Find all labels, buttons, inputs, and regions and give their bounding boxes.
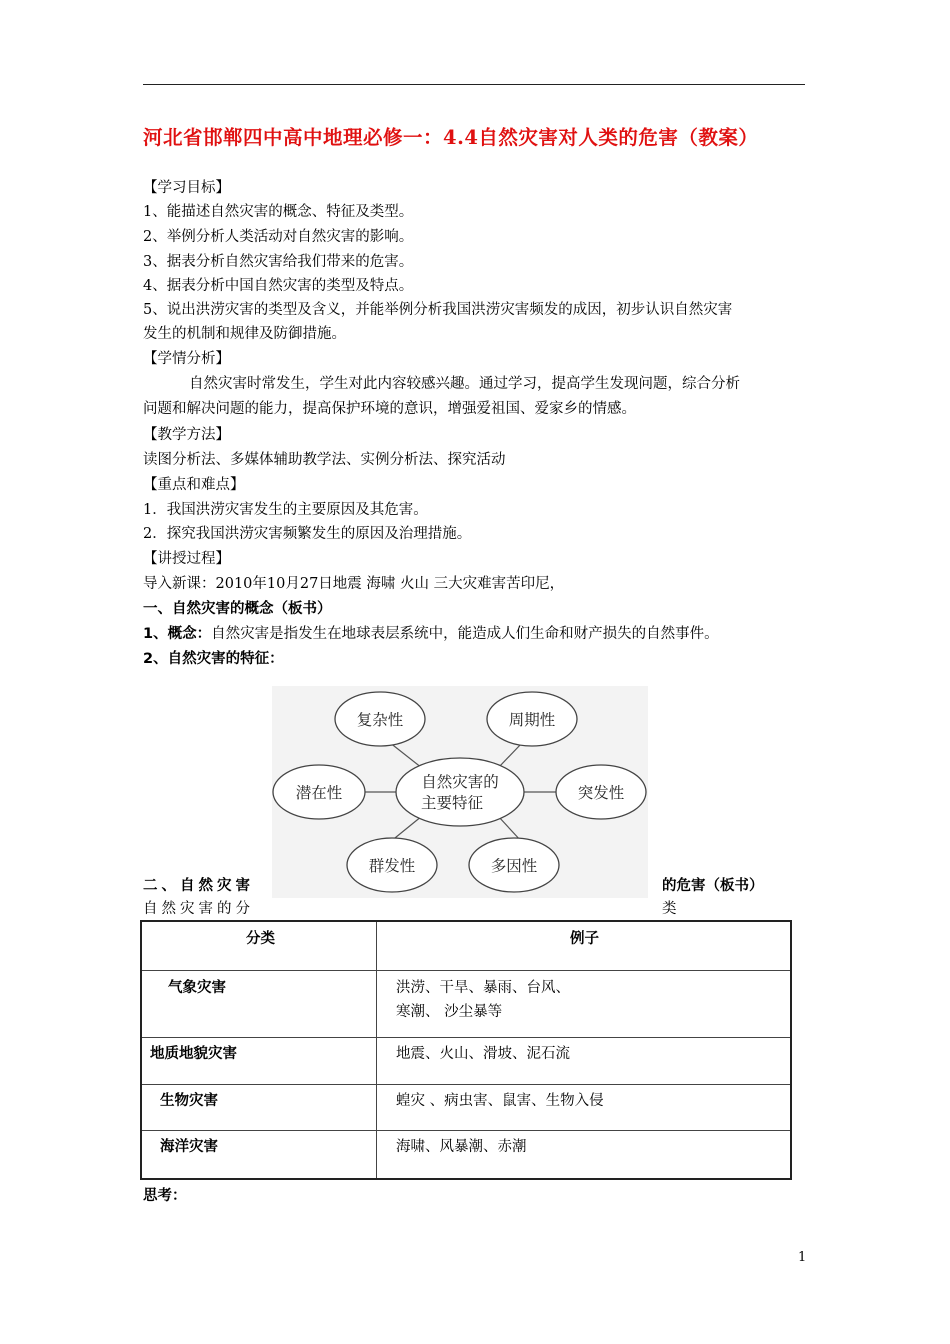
features-diagram bbox=[272, 686, 648, 898]
center-label-line1: 自然灾害的 bbox=[421, 773, 499, 791]
table-row-divider bbox=[142, 970, 790, 971]
keypoint-item: 1．我国洪涝灾害发生的主要原因及其危害。 bbox=[143, 502, 428, 518]
table-cell-category: 海洋灾害 bbox=[160, 1139, 218, 1155]
part2-heading-right: 的危害（板书） bbox=[662, 878, 764, 894]
goal-item: 1、能描述自然灾害的概念、特征及类型。 bbox=[143, 204, 414, 220]
goal-item: 5、说出洪涝灾害的类型及含义，并能举例分析我国洪涝灾害频发的成因，初步认识自然灾害 bbox=[143, 302, 733, 318]
table-cell-examples: 蝗灾 、病虫害、鼠害、生物入侵 bbox=[396, 1093, 604, 1109]
node-label-suddenness: 突发性 bbox=[577, 784, 625, 802]
document-title: 河北省邯郸四中高中地理必修一：4.4自然灾害对人类的危害（教案） bbox=[143, 126, 759, 149]
table-cell-examples: 地震、火山、滑坡、泥石流 bbox=[396, 1046, 570, 1062]
concept-label: 1、概念： bbox=[143, 626, 212, 642]
table-header-category: 分类 bbox=[246, 931, 275, 947]
analysis-heading: 【学情分析】 bbox=[143, 351, 230, 367]
classification-label-right: 类 bbox=[662, 901, 677, 917]
table-cell-category: 地质地貌灾害 bbox=[150, 1046, 237, 1062]
table-cell-examples: 寒潮、 沙尘暴等 bbox=[396, 1004, 503, 1020]
connector-line bbox=[389, 742, 422, 768]
table-cell-category: 生物灾害 bbox=[160, 1093, 218, 1109]
table-cell-examples: 海啸、风暴潮、赤潮 bbox=[396, 1139, 527, 1155]
table-row-divider bbox=[142, 1084, 790, 1085]
node-label-complexity: 复杂性 bbox=[356, 711, 404, 729]
concept-text: 自然灾害是指发生在地球表层系统中，能造成人们生命和财产损失的自然事件。 bbox=[211, 626, 719, 642]
table-row-divider bbox=[142, 1037, 790, 1038]
methods-text: 读图分析法、多媒体辅助教学法、实例分析法、探究活动 bbox=[143, 452, 506, 468]
features-diagram-svg bbox=[272, 686, 648, 898]
goal-item: 4、据表分析中国自然灾害的类型及特点。 bbox=[143, 278, 414, 294]
keypoints-heading: 【重点和难点】 bbox=[143, 477, 245, 493]
node-label-clustering: 群发性 bbox=[368, 857, 416, 875]
goal-item: 发生的机制和规律及防御措施。 bbox=[143, 326, 346, 342]
keypoint-item: 2．探究我国洪涝灾害频繁发生的原因及治理措施。 bbox=[143, 526, 472, 542]
goals-heading: 【学习目标】 bbox=[143, 180, 230, 196]
center-label-line2: 主要特征 bbox=[420, 794, 484, 812]
disaster-classification-table bbox=[140, 920, 792, 1180]
center-ellipse bbox=[396, 758, 524, 826]
header-rule bbox=[143, 84, 805, 85]
intro-text: 导入新课：2010年10月27日地震 海啸 火山 三大灾难害苦印尼， bbox=[143, 576, 565, 592]
table-cell-examples: 洪涝、干旱、暴雨、台风、 bbox=[396, 980, 570, 996]
classification-label-left: 自然灾害的分 bbox=[143, 901, 254, 917]
table-column-divider bbox=[376, 922, 377, 1178]
node-label-multicause: 多因性 bbox=[490, 857, 538, 875]
concept-line bbox=[143, 622, 719, 646]
analysis-text: 自然灾害时常发生，学生对此内容较感兴趣。通过学习，提高学生发现问题，综合分析 bbox=[189, 376, 740, 392]
part1-heading: 一、自然灾害的概念（板书） bbox=[143, 601, 332, 617]
node-label-latency: 潜在性 bbox=[295, 784, 343, 802]
node-label-periodicity: 周期性 bbox=[508, 711, 556, 729]
analysis-text: 问题和解决问题的能力，提高保护环境的意识，增强爱祖国、爱家乡的情感。 bbox=[143, 401, 636, 417]
process-heading: 【讲授过程】 bbox=[143, 551, 230, 567]
goal-item: 3、据表分析自然灾害给我们带来的危害。 bbox=[143, 254, 414, 270]
methods-heading: 【教学方法】 bbox=[143, 427, 230, 443]
part2-heading-left: 二、自然灾害 bbox=[143, 878, 254, 894]
think-prompt: 思考： bbox=[143, 1188, 187, 1204]
goal-item: 2、举例分析人类活动对自然灾害的影响。 bbox=[143, 229, 414, 245]
table-row-divider bbox=[142, 1130, 790, 1131]
table-header-examples: 例子 bbox=[570, 931, 599, 947]
features-heading: 2、自然灾害的特征： bbox=[143, 651, 284, 667]
table-cell-category: 气象灾害 bbox=[168, 980, 226, 996]
page-number: 1 bbox=[798, 1250, 807, 1265]
connector-line bbox=[498, 743, 522, 768]
